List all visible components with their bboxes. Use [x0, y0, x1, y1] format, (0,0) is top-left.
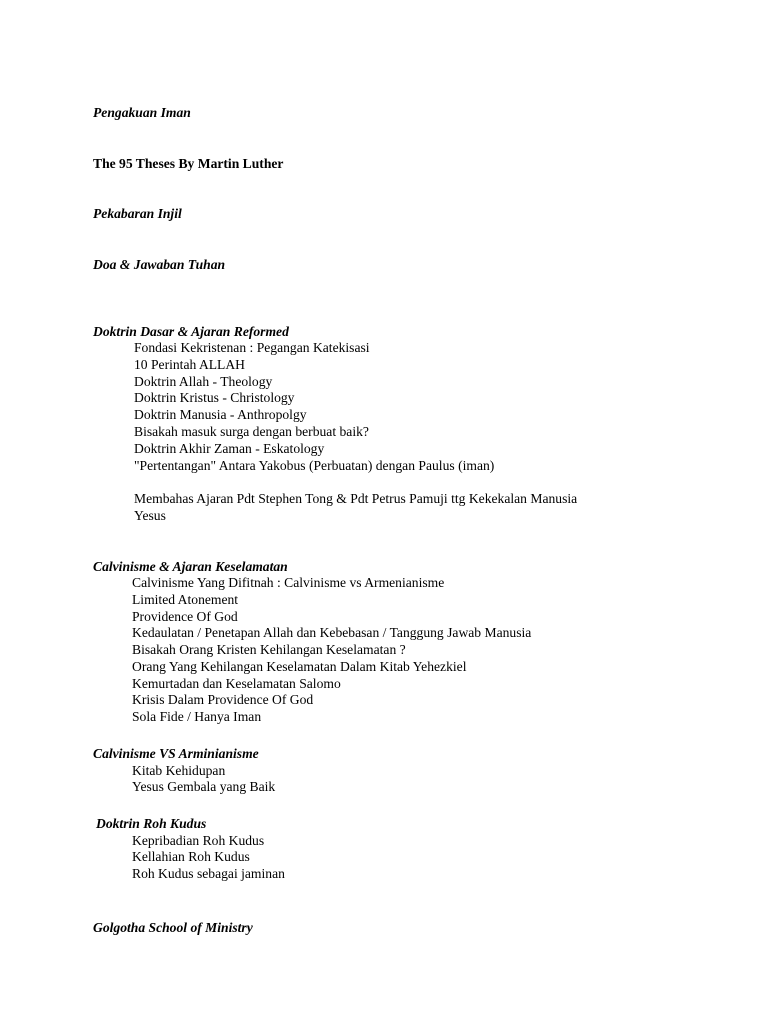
- heading-pekabaran-injil[interactable]: Pekabaran Injil: [93, 206, 182, 221]
- list-item[interactable]: Doktrin Manusia - Anthropolgy: [134, 407, 307, 422]
- list-item[interactable]: Limited Atonement: [132, 592, 239, 607]
- list-item[interactable]: Calvinisme Yang Difitnah : Calvinisme vs Armenianisme: [132, 575, 445, 590]
- heading-calvinisme-vs-arminianisme[interactable]: Calvinisme VS Arminianisme: [93, 746, 259, 761]
- list-item[interactable]: Kitab Kehidupan: [132, 763, 226, 778]
- heading-pengakuan-iman[interactable]: Pengakuan Iman: [93, 105, 191, 120]
- list-item[interactable]: Doktrin Akhir Zaman - Eskatology: [134, 441, 325, 456]
- list-item[interactable]: Kemurtadan dan Keselamatan Salomo: [132, 676, 341, 691]
- list-item[interactable]: Bisakah Orang Kristen Kehilangan Keselamatan ?: [132, 642, 406, 657]
- heading-doa-jawaban[interactable]: Doa & Jawaban Tuhan: [93, 257, 226, 272]
- heading-calvinisme-keselamatan[interactable]: Calvinisme & Ajaran Keselamatan: [93, 559, 288, 574]
- list-item[interactable]: Yesus Gembala yang Baik: [132, 779, 276, 794]
- list-item[interactable]: Kepribadian Roh Kudus: [132, 833, 265, 848]
- list-item[interactable]: Kedaulatan / Penetapan Allah dan Kebebasan / Tanggung Jawab Manusia: [132, 625, 532, 640]
- list-item[interactable]: "Pertentangan" Antara Yakobus (Perbuatan) dengan Paulus (iman): [134, 458, 495, 473]
- heading-doktrin-roh-kudus[interactable]: Doktrin Roh Kudus: [96, 816, 207, 831]
- heading-95-theses[interactable]: The 95 Theses By Martin Luther: [93, 156, 284, 171]
- list-item[interactable]: Krisis Dalam Providence Of God: [132, 692, 314, 707]
- list-item[interactable]: Roh Kudus sebagai jaminan: [132, 866, 285, 881]
- list-item[interactable]: Yesus: [134, 508, 166, 523]
- list-item[interactable]: Bisakah masuk surga dengan berbuat baik?: [134, 424, 369, 439]
- list-item[interactable]: 10 Perintah ALLAH: [134, 357, 245, 372]
- heading-golgotha-school[interactable]: Golgotha School of Ministry: [93, 920, 253, 935]
- list-item[interactable]: Kellahian Roh Kudus: [132, 849, 250, 864]
- heading-doktrin-dasar[interactable]: Doktrin Dasar & Ajaran Reformed: [93, 324, 289, 339]
- list-item[interactable]: Orang Yang Kehilangan Keselamatan Dalam Kitab Yehezkiel: [132, 659, 467, 674]
- list-item[interactable]: Doktrin Allah - Theology: [134, 374, 273, 389]
- list-item[interactable]: Providence Of God: [132, 609, 238, 624]
- list-item[interactable]: Fondasi Kekristenan : Pegangan Katekisasi: [134, 340, 370, 355]
- list-item[interactable]: Membahas Ajaran Pdt Stephen Tong & Pdt Petrus Pamuji ttg Kekekalan Manusia: [134, 491, 578, 506]
- list-item[interactable]: Sola Fide / Hanya Iman: [132, 709, 262, 724]
- list-item[interactable]: Doktrin Kristus - Christology: [134, 390, 295, 405]
